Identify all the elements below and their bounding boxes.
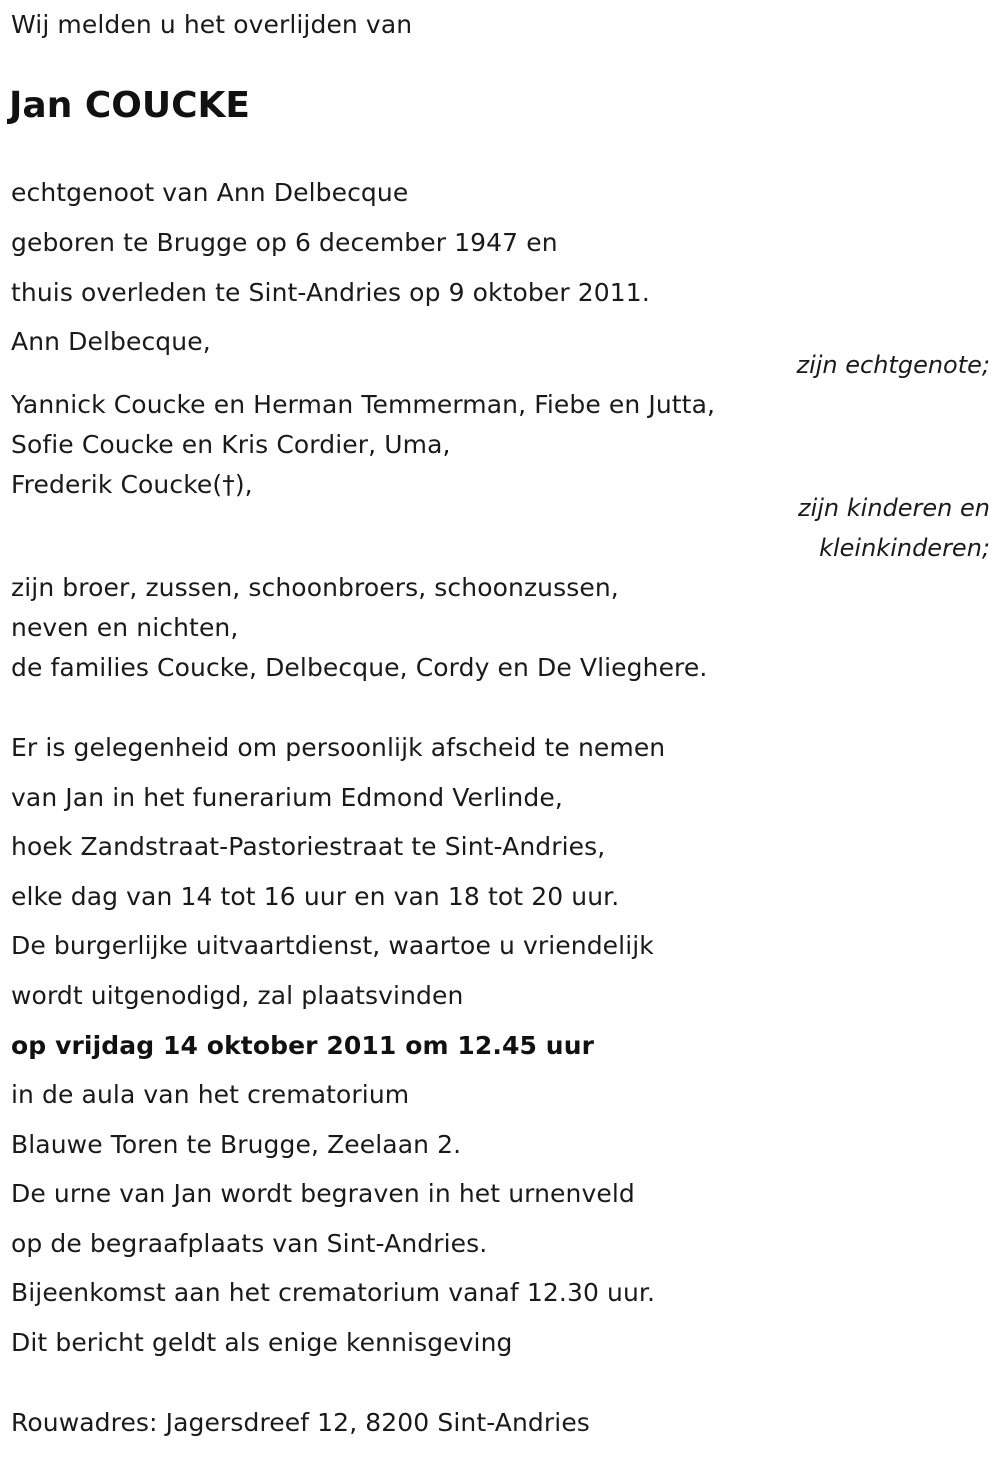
deceased-name: Jan COUCKE [9, 85, 251, 126]
children-relation: zijn kinderen en [798, 494, 990, 522]
family-line: neven en nichten, [11, 613, 239, 642]
children-line: Frederik Coucke(†), [11, 470, 253, 499]
spouse-relation: zijn echtgenote; [796, 351, 990, 379]
detail-birth: geboren te Brugge op 6 december 1947 en [11, 228, 558, 257]
announcement-line: van Jan in het funerarium Edmond Verlinde, [11, 783, 563, 812]
intro-line: Wij melden u het overlijden van [11, 10, 413, 39]
announcement-line: hoek Zandstraat-Pastoriestraat te Sint-Andries, [11, 832, 606, 861]
announcement-line: De urne van Jan wordt begraven in het urnenveld [11, 1179, 635, 1208]
family-line: de families Coucke, Delbecque, Cordy en De Vlieghere. [11, 653, 708, 682]
children-line: Sofie Coucke en Kris Cordier, Uma, [11, 430, 451, 459]
service-date-time: op vrijdag 14 oktober 2011 om 12.45 uur [11, 1031, 595, 1060]
announcement-line: De burgerlijke uitvaartdienst, waartoe u vriendelijk [11, 931, 654, 960]
announcement-line: op de begraafplaats van Sint-Andries. [11, 1229, 488, 1258]
announcement-line: Er is gelegenheid om persoonlijk afscheid te nemen [11, 733, 666, 762]
announcement-line: Bijeenkomst aan het crematorium vanaf 12.30 uur. [11, 1278, 656, 1307]
announcement-line: Blauwe Toren te Brugge, Zeelaan 2. [11, 1130, 462, 1159]
announcement-line: wordt uitgenodigd, zal plaatsvinden [11, 981, 464, 1010]
detail-spouse-of: echtgenoot van Ann Delbecque [11, 178, 409, 207]
grandchildren-relation: kleinkinderen; [819, 534, 990, 562]
spouse-name: Ann Delbecque, [11, 327, 211, 356]
announcement-line: in de aula van het crematorium [11, 1080, 410, 1109]
family-line: zijn broer, zussen, schoonbroers, schoonzussen, [11, 573, 619, 602]
mourning-address: Rouwadres: Jagersdreef 12, 8200 Sint-Andries [11, 1408, 590, 1437]
announcement-line: elke dag van 14 tot 16 uur en van 18 tot 20 uur. [11, 882, 620, 911]
children-line: Yannick Coucke en Herman Temmerman, Fiebe en Jutta, [11, 390, 716, 419]
detail-death: thuis overleden te Sint-Andries op 9 oktober 2011. [11, 278, 650, 307]
announcement-line: Dit bericht geldt als enige kennisgeving [11, 1328, 513, 1357]
